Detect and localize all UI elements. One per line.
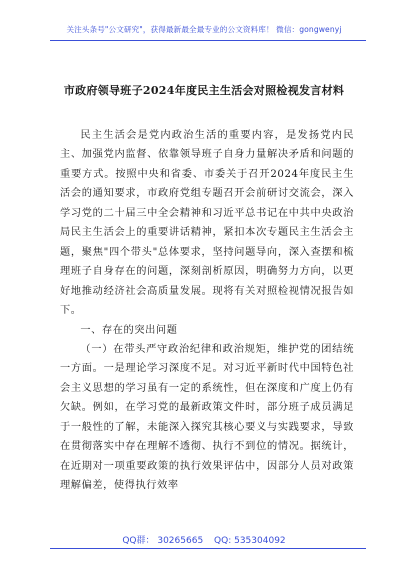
document-body [60,126,354,496]
intro-paragraph: 民主生活会是党内政治生活的重要内容，是发扬党内民主、加强党内监督、依靠领导班子自身力量解决矛盾和问题的重要方式。按照中央和省委、市委关于召开2024年度民主生活会的通知要求，市政府党组专题召开会前研讨交流会，深入学习党的二十届三中全会精神和习近平总书记在中共中央政治局民主生活会上的重要讲话精神，紧扣本次专题民主生活会主题，聚焦"四个带头"总体要求，坚持问题导向，深入查摆和梳理班子自身存在的问题，深刻剖析原因，明确努力方向，以更好地推动经济社会高质量发展。现将有关对照检视情况报告如下。 [60,130,354,317]
footer-qq-number: QQ: 535304092 [214,536,286,546]
footer-divider [50,548,366,549]
footer-qq-group: QQ群： 30265665 [122,536,204,546]
footer-contact [0,533,408,546]
section-heading: 一、存在的突出问题 [80,324,178,336]
header-divider [50,40,366,41]
header-banner: 关注头条号"公文研究"，获得最新最全最专业的公文资料库！ 微信：gongwenyj [66,25,342,34]
subsection-paragraph: （一）在带头严守政治纪律和政治规矩，维护党的团结统一方面。一是理论学习深度不足。对习近平新时代中国特色社会主义思想的学习虽有一定的系统性，但在深度和广度上仍有欠缺。例如，在学习党的最新政策文件时，部分班子成员满足于一般性的了解，未能深入探究其核心要义与实践要求，导致在贯彻落实中存在理解不透彻、执行不到位的情况。据统计，在近期对一项重要政策的执行效果评估中，因部分人员对政策理解偏差，使得执行效率 [60,343,354,492]
document-title: 市政府领导班子2024年度民主生活会对照检视发言材料 [63,84,345,97]
